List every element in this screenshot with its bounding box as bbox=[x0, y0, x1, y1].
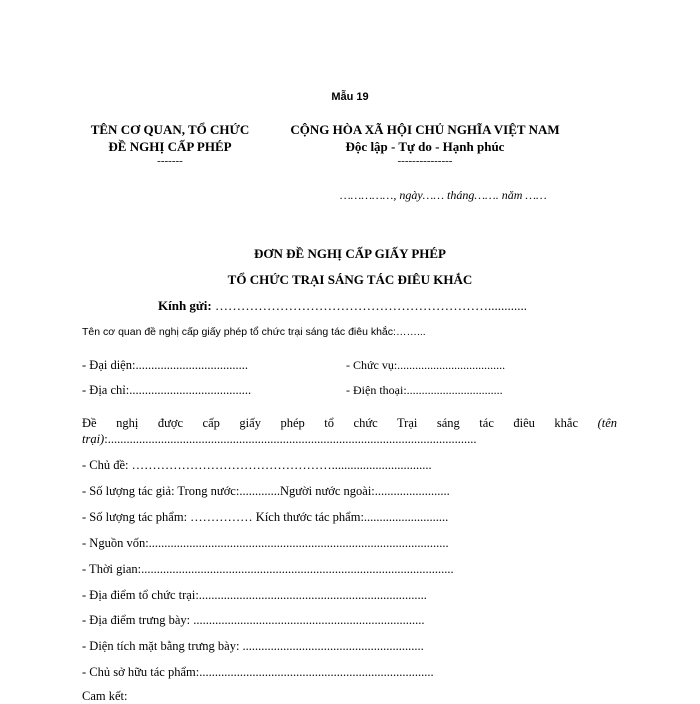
owner-field: - Chủ sở hữu tác phẩm:........................................................................... bbox=[82, 665, 434, 679]
request-line-2 bbox=[82, 432, 476, 447]
display-place-field: - Địa điểm trưng bày: .......................................................................... bbox=[82, 613, 425, 627]
works-field: - Số lượng tác phẩm: …………… Kích thước tác phẩm:........................... bbox=[82, 510, 449, 524]
position-field: - Chức vụ:.................................... bbox=[346, 358, 506, 372]
commitment-label: Cam kết: bbox=[82, 689, 128, 703]
form-title-line1: ĐƠN ĐỀ NGHỊ CẤP GIẤY PHÉP bbox=[254, 246, 446, 261]
representative-field: - Đại diện:.................................... bbox=[82, 358, 248, 372]
phone-field: - Điện thoại:................................ bbox=[346, 383, 503, 397]
time-field: - Thời gian:.................................................................................................... bbox=[82, 562, 454, 576]
requester-line: Tên cơ quan đề nghị cấp giấy phép tổ chức trại sáng tác điêu khắc:……... bbox=[82, 326, 426, 338]
national-title: CỘNG HÒA XÃ HỘI CHỦ NGHĨA VIỆT NAM bbox=[290, 122, 560, 137]
date-place: ……………, bbox=[340, 188, 397, 202]
date-year: năm …… bbox=[501, 188, 547, 202]
display-area-field: - Diện tích mặt bằng trưng bày: .......................................................... bbox=[82, 639, 424, 653]
address-field: - Địa chỉ:....................................... bbox=[82, 383, 252, 397]
national-motto: Độc lập - Tự do - Hạnh phúc bbox=[345, 139, 505, 154]
recipient-label: Kính gửi: bbox=[158, 298, 212, 313]
date-day: ngày…… bbox=[399, 188, 445, 202]
request-note-end: trại) bbox=[82, 432, 105, 446]
form-code: Mẫu 19 bbox=[331, 91, 369, 103]
date-month: tháng……. bbox=[447, 188, 499, 202]
authors-field: - Số lượng tác giả: Trong nước:.............Người nước ngoài:........................ bbox=[82, 484, 450, 498]
request-note-start: (tên bbox=[597, 416, 618, 430]
recipient-line bbox=[158, 298, 527, 314]
venue-field: - Địa điểm tổ chức trại:......................................................................... bbox=[82, 588, 427, 602]
national-divider: --------------- bbox=[397, 155, 453, 167]
topic-field: - Chủ đề: …………………………………………................................ bbox=[82, 458, 432, 472]
agency-name-line2: ĐỀ NGHỊ CẤP PHÉP bbox=[108, 139, 232, 154]
recipient-dots: ………………………………………………………............ bbox=[214, 298, 527, 313]
request-text: Đề nghị được cấp giấy phép tổ chức Trại sáng tác điêu khắc bbox=[82, 416, 579, 430]
agency-name-line1: TÊN CƠ QUAN, TỔ CHỨC bbox=[90, 122, 250, 137]
date-line bbox=[340, 188, 547, 203]
agency-divider: ------- bbox=[157, 155, 183, 167]
form-title-line2: TỔ CHỨC TRẠI SÁNG TÁC ĐIÊU KHẮC bbox=[227, 272, 473, 287]
request-line bbox=[82, 416, 617, 431]
request-dots: :...................................................................................................................... bbox=[104, 432, 477, 446]
funding-field: - Nguồn vốn:................................................................................................ bbox=[82, 536, 449, 550]
